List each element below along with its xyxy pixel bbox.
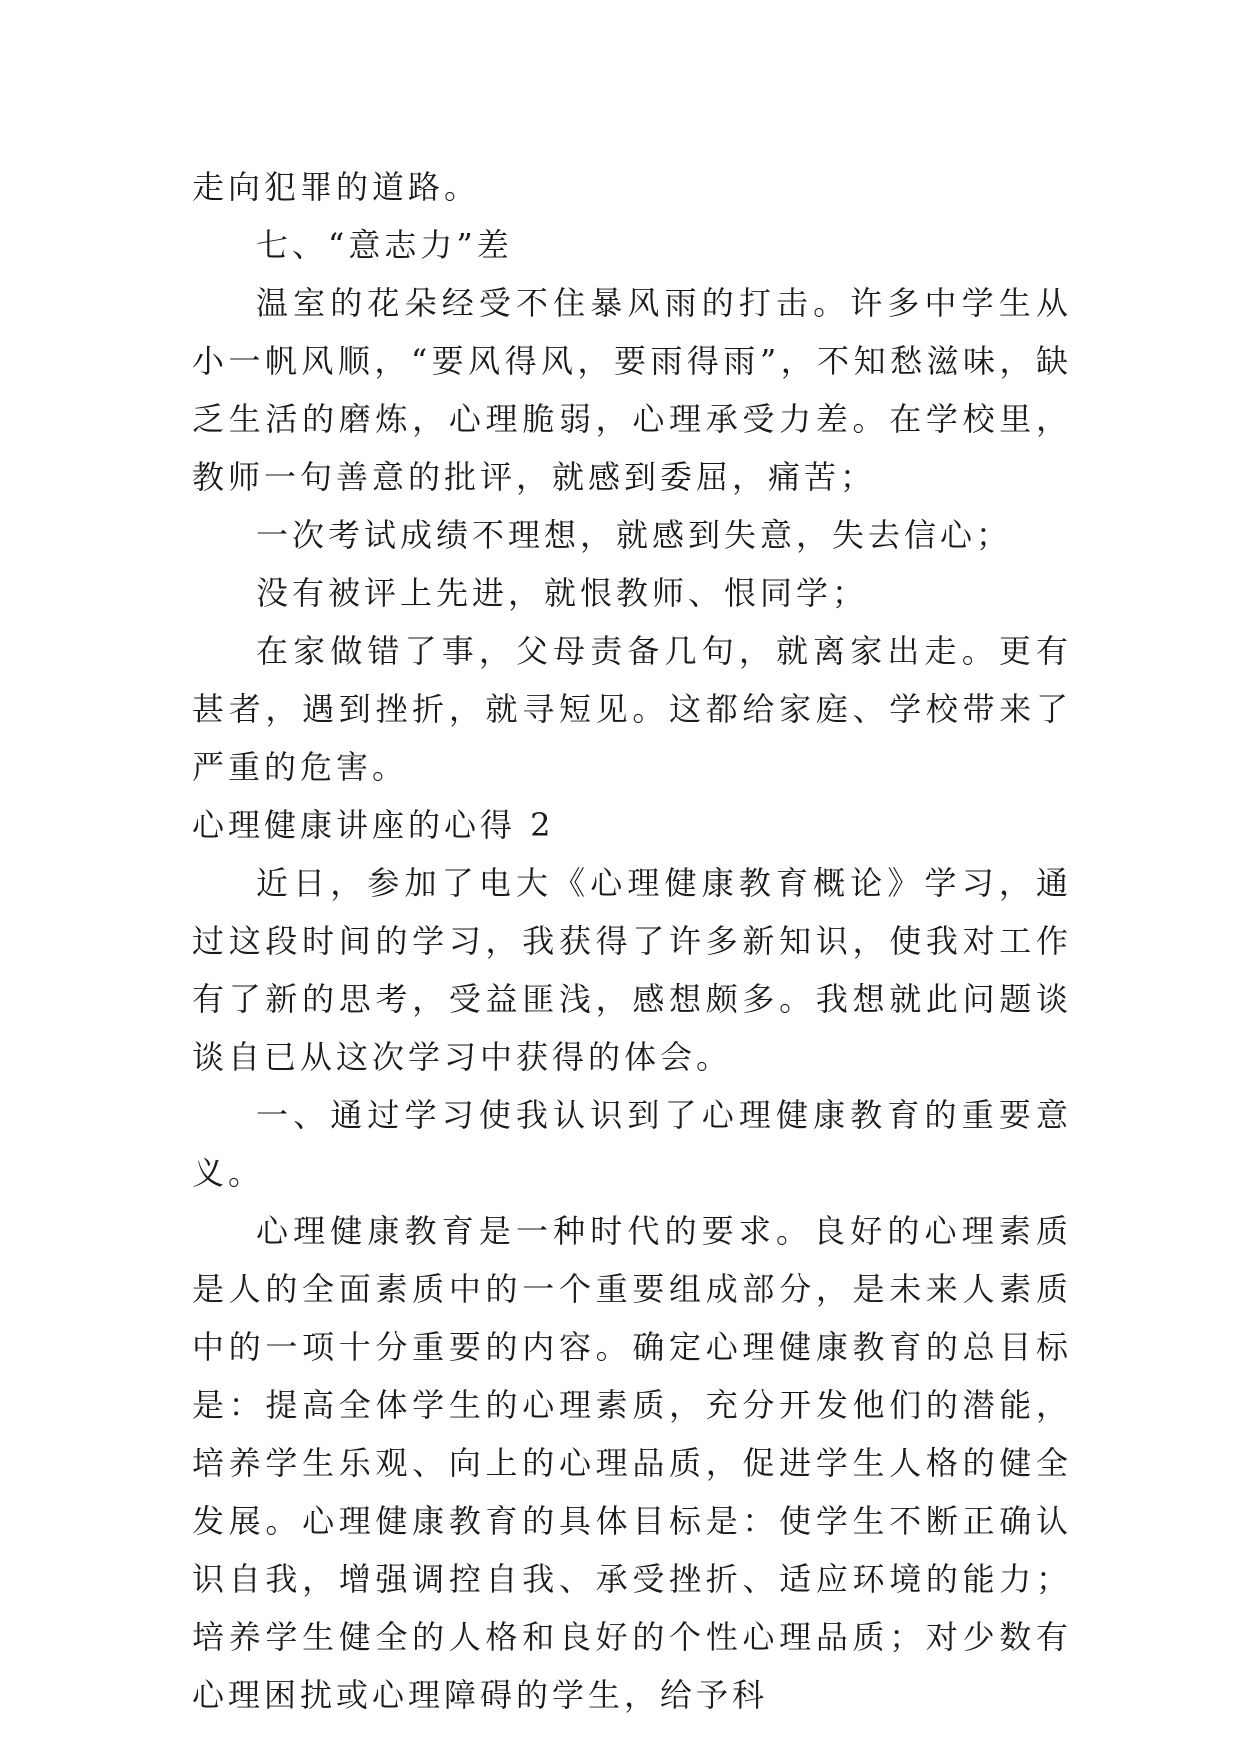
section-heading-importance: 一、通过学习使我认识到了心理健康教育的重要意义。 [192, 1096, 1072, 1192]
document-body [192, 158, 1072, 1724]
section-heading-willpower: 七、“意志力”差 [256, 226, 513, 264]
paragraph-greenhouse-flowers: 温室的花朵经受不住暴风雨的打击。许多中学生从小一帆风顺，“要风得风，要雨得雨”，不知愁滋味，缺乏生活的磨炼，心理脆弱，心理承受力差。在学校里，教师一句善意的批评，就感到委屈，痛苦； [192, 284, 1072, 496]
paragraph-not-selected: 没有被评上先进，就恨教师、恨同学； [256, 574, 869, 612]
paragraph-recent-study: 近日，参加了电大《心理健康教育概论》学习，通过这段时间的学习，我获得了许多新知识，使我对工作有了新的思考，受益匪浅，感想颇多。我想就此问题谈谈自已从这次学习中获得的体会。 [192, 864, 1072, 1076]
paragraph-exam-results: 一次考试成绩不理想，就感到失意，失去信心； [256, 516, 1013, 554]
paragraph-mental-health-goals: 心理健康教育是一种时代的要求。良好的心理素质是人的全面素质中的一个重要组成部分，是未来人素质中的一项十分重要的内容。确定心理健康教育的总目标是：提高全体学生的心理素质，充分开发他们的潜能，培养学生乐观、向上的心理品质，促进学生人格的健全发展。心理健康教育的具体目标是：使学生不断正确认识自我，增强调控自我、承受挫折、适应环境的能力；培养学生健全的人格和良好的个性心理品质；对少数有心理困扰或心理障碍的学生，给予科 [192, 1212, 1072, 1714]
paragraph-leaving-home: 在家做错了事，父母责备几句，就离家出走。更有甚者，遇到挫折，就寻短见。这都给家庭、学校带来了严重的危害。 [192, 632, 1072, 786]
article-title-2: 心理健康讲座的心得 2 [192, 806, 555, 844]
paragraph-continuation: 走向犯罪的道路。 [192, 168, 481, 206]
